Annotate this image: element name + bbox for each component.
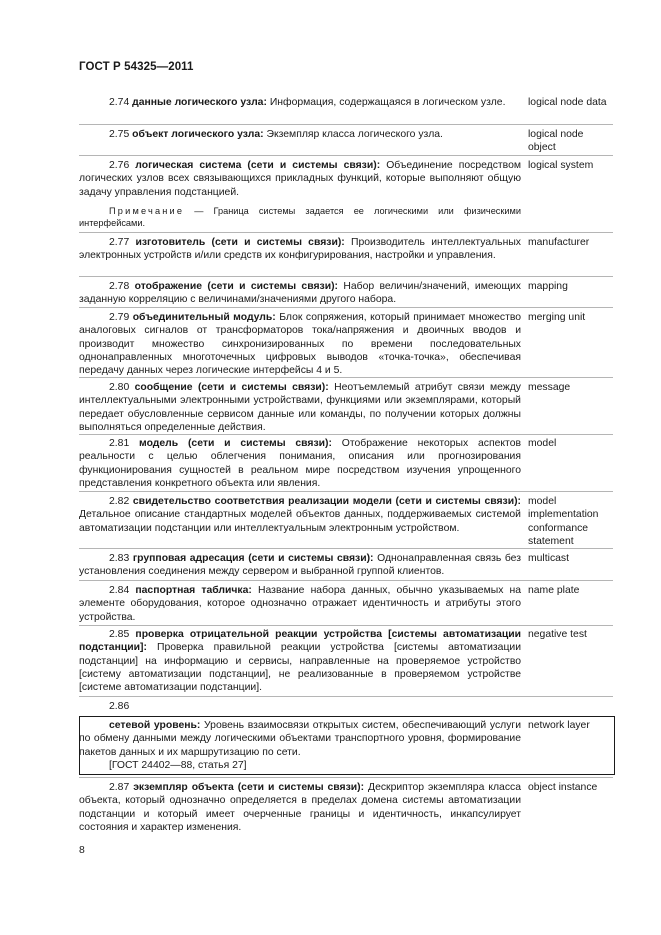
term-entry-2-86 bbox=[79, 719, 521, 759]
note bbox=[79, 205, 521, 229]
english-term-line: statement bbox=[528, 535, 574, 547]
separator bbox=[79, 625, 613, 626]
entry-number: 2.80 bbox=[109, 382, 130, 393]
separator bbox=[79, 696, 613, 697]
entry-source: [ГОСТ 24402—88, статья 27] bbox=[109, 760, 247, 771]
entry-definition: Название набора данных, обычно указываемых на элементе оборудования, которое однозначно отражает идентичность и атрибуты этого устройства. bbox=[79, 585, 522, 623]
english-term-line: name plate bbox=[528, 585, 580, 596]
entry-definition: Набор величин/значений, имеющих заданную корреляцию с величинами/значениями другого набора. bbox=[79, 281, 521, 306]
english-term-line: logical node data bbox=[528, 97, 607, 108]
entry-term: отображение (сети и системы связи): bbox=[134, 281, 338, 292]
separator bbox=[79, 548, 613, 549]
term-entry-2-83 bbox=[79, 552, 521, 579]
entry-definition: Проверка правильной реакции устройства [системы автоматизации подстанции] на информацию и сервисы, направленные на проверяемое устройство [систему автоматизации подстанции], не реализованные в проверяемом устройстве [системе автоматизации подстанции]. bbox=[79, 642, 521, 694]
english-term-2-84 bbox=[528, 584, 638, 597]
english-term-2-85 bbox=[528, 628, 638, 641]
entry-term: объект логического узла: bbox=[132, 129, 264, 140]
entry-number: 2.86 bbox=[109, 701, 130, 712]
separator bbox=[79, 377, 613, 378]
english-term-line: model bbox=[528, 496, 557, 507]
document-header: ГОСТ Р 54325—2011 bbox=[79, 61, 194, 73]
separator bbox=[79, 232, 613, 233]
english-term-line: object instance bbox=[528, 782, 598, 793]
separator bbox=[79, 276, 613, 277]
english-term-line: logical node bbox=[528, 129, 584, 140]
entry-term: свидетельство соответствия реализации модели (сети и системы связи): bbox=[132, 496, 522, 507]
english-term-2-78 bbox=[528, 280, 638, 293]
term-entry-2-81 bbox=[79, 437, 521, 490]
term-entry-2-77 bbox=[79, 236, 521, 263]
entry-number: 2.84 bbox=[109, 585, 130, 596]
english-term-2-82 bbox=[528, 495, 638, 548]
english-term-2-81 bbox=[528, 437, 638, 450]
entry-number: 2.87 bbox=[109, 782, 130, 793]
entry-definition: Экземпляр класса логического узла. bbox=[266, 129, 443, 140]
separator bbox=[79, 434, 613, 435]
entry-number: 2.78 bbox=[109, 281, 130, 292]
entry-number: 2.77 bbox=[109, 237, 130, 248]
term-entry-2-84 bbox=[79, 584, 521, 624]
entry-term: паспортная табличка: bbox=[135, 585, 252, 596]
term-entry-2-79 bbox=[79, 311, 521, 377]
term-entry-2-80 bbox=[79, 381, 521, 434]
english-term-2-87 bbox=[528, 781, 638, 794]
entry-definition: Отображение некоторых аспектов реальности с целью облегчения понимания, описания или прогнозирования функционирования сущностей в реальном мире посредством изучения упрощенного представления конкретного объекта или явления. bbox=[79, 438, 521, 489]
entry-definition: Однонаправленная связь без установления соединения между сервером и выбранной группой клиентов. bbox=[79, 553, 521, 578]
english-term-2-76 bbox=[528, 159, 638, 172]
term-entry-2-85 bbox=[79, 628, 521, 694]
english-term-2-83 bbox=[528, 552, 638, 565]
term-entry-2-82 bbox=[79, 495, 521, 535]
english-term-2-77 bbox=[528, 236, 638, 249]
english-term-2-86 bbox=[528, 719, 638, 732]
english-term-2-75 bbox=[528, 128, 638, 155]
entry-number: 2.85 bbox=[109, 629, 130, 640]
separator bbox=[79, 491, 613, 492]
entry-definition: Детальное описание стандартных моделей объектов данных, поддерживаемых системой автоматизации подстанции или интеллектуальным электронным устройством. bbox=[79, 509, 521, 534]
english-term-line: network layer bbox=[528, 720, 590, 731]
term-entry-2-74 bbox=[79, 96, 521, 109]
english-term-2-74 bbox=[528, 96, 638, 109]
entry-definition: Дескриптор экземпляра класса объекта, который однозначно определяется в пределах домена системы автоматизации подстанции и который имеет очерченные границы и идентичность, инкапсулирует состояния и характер изменения. bbox=[79, 782, 521, 833]
entry-number: 2.81 bbox=[109, 438, 130, 449]
separator bbox=[79, 155, 613, 156]
entry-term: групповая адресация (сети и системы связи): bbox=[132, 553, 374, 564]
english-term-line: logical system bbox=[528, 160, 594, 171]
entry-definition: Блок сопряжения, который принимает множество аналоговых сигналов от трансформаторов тока/напряжения и двоичных вводов и производит множество синхронизированных по времени последовательных однонаправленных многоточечных цифровых выводов «точка-точка», обеспечивая передачу данных через логические интерфейсы 4 и 5. bbox=[79, 312, 522, 377]
entry-number: 2.76 bbox=[109, 160, 130, 171]
term-entry-2-78 bbox=[79, 280, 521, 307]
entry-term: объединительный модуль: bbox=[132, 312, 276, 323]
english-term-line: model bbox=[528, 438, 557, 449]
entry-term: экземпляр объекта (сети и системы связи): bbox=[133, 782, 365, 793]
entry-term: сетевой уровень: bbox=[109, 720, 201, 731]
note-text: — Граница системы задается ее логическими или физическими интерфейсами. bbox=[79, 206, 521, 228]
entry-number: 2.75 bbox=[109, 129, 130, 140]
term-entry-2-86-source bbox=[79, 759, 521, 772]
entry-term: данные логического узла: bbox=[132, 97, 267, 108]
entry-term: проверка отрицательной реакции устройства [системы автоматизации подстанции]: bbox=[79, 629, 522, 654]
separator bbox=[79, 307, 613, 308]
english-term-line: implementation bbox=[528, 509, 599, 521]
entry-number: 2.74 bbox=[109, 97, 130, 108]
english-term-line: negative test bbox=[528, 629, 587, 640]
entry-definition: Информация, содержащаяся в логическом узле. bbox=[269, 97, 506, 108]
entry-number: 2.82 bbox=[109, 496, 130, 507]
english-term-line: object bbox=[528, 142, 556, 154]
entry-term: изготовитель (сети и системы связи): bbox=[135, 237, 345, 248]
entry-definition: Уровень взаимосвязи открытых систем, обеспечивающий услуги по обмену данными между логическими объектами транспортного уровня, формирование пакетов данных и их маршрутизацию по сети. bbox=[79, 720, 521, 758]
entry-number: 2.83 bbox=[109, 553, 130, 564]
page-number: 8 bbox=[79, 845, 85, 856]
separator bbox=[79, 580, 613, 581]
english-term-line: manufacturer bbox=[528, 237, 590, 248]
english-term-line: mapping bbox=[528, 281, 568, 292]
entry-term: логическая система (сети и системы связи): bbox=[135, 160, 381, 171]
english-term-2-80 bbox=[528, 381, 638, 394]
term-entry-2-76 bbox=[79, 159, 521, 199]
term-entry-2-87 bbox=[79, 781, 521, 834]
english-term-line: multicast bbox=[528, 553, 569, 564]
entry-term: сообщение (сети и системы связи): bbox=[134, 382, 329, 393]
note-label: Примечание bbox=[109, 206, 185, 216]
term-entry-2-75 bbox=[79, 128, 521, 141]
english-term-line: conformance bbox=[528, 522, 589, 534]
english-term-line: merging unit bbox=[528, 312, 586, 323]
term-entry-2-86-number bbox=[79, 700, 521, 713]
english-term-2-79 bbox=[528, 311, 638, 324]
entry-definition: Неотъемлемый атрибут связи между интеллектуальными электронными устройствами, функциями или экземплярами, который передает обусловленные сервисом данные или команды, по получении которых должны выполняться определенные действия. bbox=[79, 382, 522, 433]
entry-definition: Объединение посредством логических узлов всех связывающихся прикладных функций, которые выполняют общую задачу управления подстанцией. bbox=[79, 160, 521, 198]
separator bbox=[79, 124, 613, 125]
entry-number: 2.79 bbox=[109, 312, 130, 323]
english-term-line: message bbox=[528, 382, 571, 393]
separator bbox=[79, 777, 613, 778]
entry-term: модель (сети и системы связи): bbox=[139, 438, 332, 449]
entry-definition: Производитель интеллектуальных электронных устройств и/или средств их конфигурирования, настройки и управления. bbox=[79, 237, 522, 262]
